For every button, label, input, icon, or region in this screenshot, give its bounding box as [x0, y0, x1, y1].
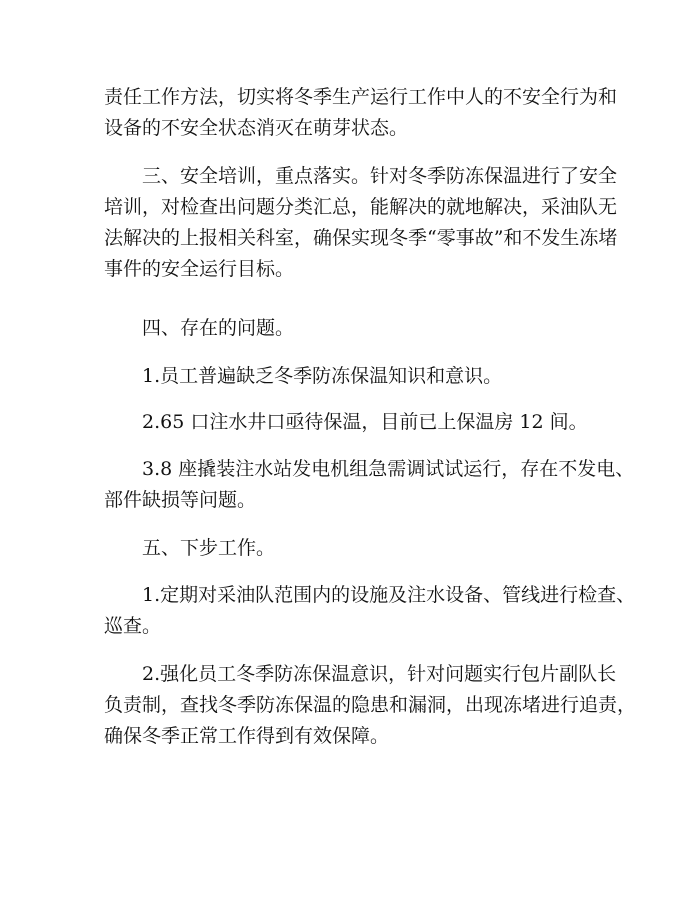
list-item-5 [104, 659, 637, 752]
list-item-4 [104, 580, 636, 642]
paragraph-1 [104, 82, 618, 144]
list-item-2 [104, 407, 614, 438]
paragraph-2 [104, 161, 618, 285]
paragraph-line: 四、存在的问题。 [142, 317, 295, 339]
paragraph-line: 责任工作方法，切实将冬季生产运行工作中人的不安全行为和 [104, 86, 618, 108]
list-item-3 [104, 454, 635, 516]
paragraph-line: 五、下步工作。 [142, 537, 276, 559]
list-item-1 [104, 361, 614, 392]
section-heading [104, 533, 614, 564]
paragraph-line: 培训，对检查出问题分类汇总，能解决的就地解决，采油队无 [104, 196, 618, 218]
paragraph-line: 巡查。 [104, 615, 162, 637]
paragraph-line: 确保冬季正常工作得到有效保障。 [104, 725, 390, 747]
paragraph-line: 负责制，查找冬季防冻保温的隐患和漏洞，出现冻堵进行追责， [104, 694, 637, 716]
paragraph-line: 三、安全培训，重点落实。针对冬季防冻保温进行了安全 [142, 165, 618, 187]
section-heading [104, 313, 614, 344]
paragraph-line: 部件缺损等问题。 [104, 489, 257, 511]
paragraph-line: 3.8 座撬装注水站发电机组急需调试试运行，存在不发电、 [142, 458, 635, 480]
paragraph-line: 设备的不安全状态消灭在萌芽状态。 [104, 117, 409, 139]
paragraph-line: 2.强化员工冬季防冻保温意识，针对问题实行包片副队长 [142, 663, 617, 685]
paragraph-line: 1.员工普遍缺乏冬季防冻保温知识和意识。 [142, 365, 503, 387]
paragraph-line: 1.定期对采油队范围内的设施及注水设备、管线进行检查、 [142, 584, 636, 606]
paragraph-line: 事件的安全运行目标。 [104, 258, 295, 280]
paragraph-line: 法解决的上报相关科室，确保实现冬季“零事故”和不发生冻堵 [104, 227, 618, 249]
paragraph-line: 2.65 口注水井口亟待保温，目前已上保温房 12 间。 [142, 411, 588, 433]
